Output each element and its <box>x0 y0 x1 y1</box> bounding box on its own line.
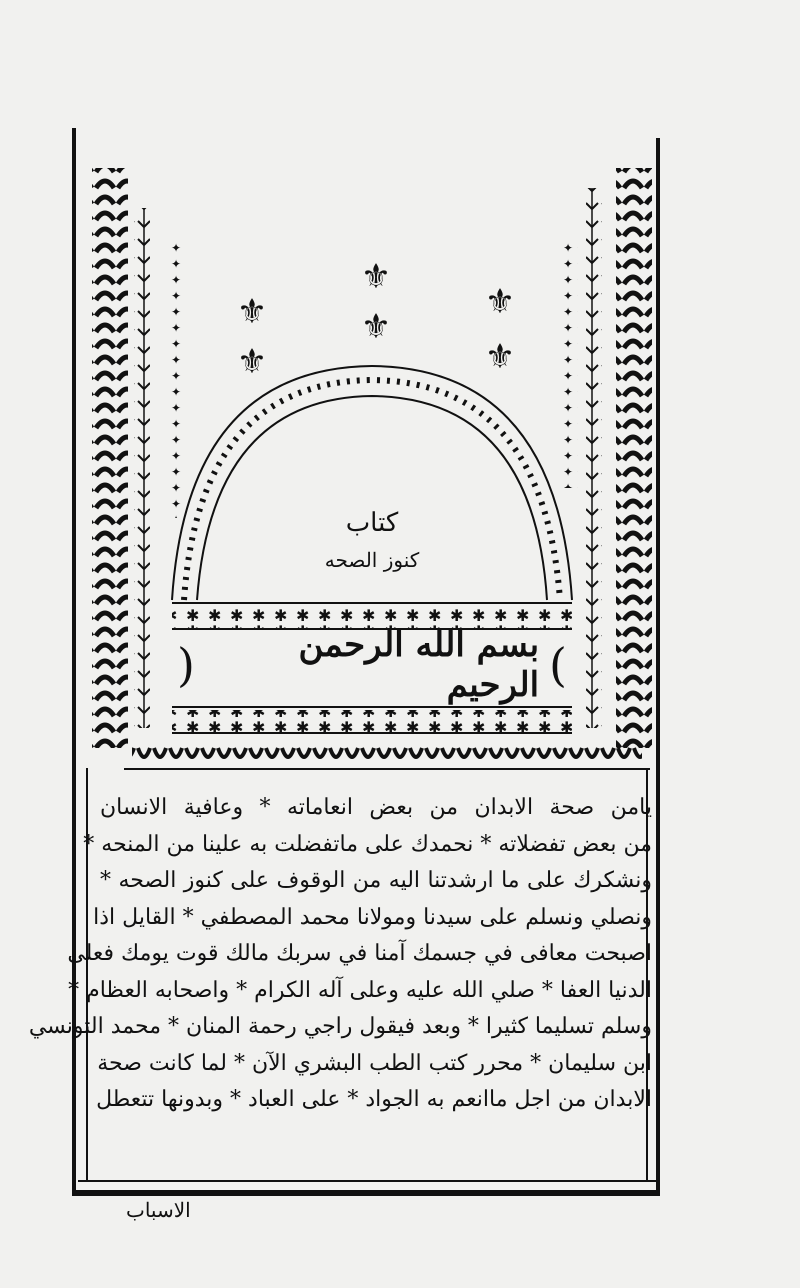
text-line: الابدان من اجل ماانعم به الجواد * على العباد * وبدونها تتعطل <box>96 1087 652 1112</box>
text-line: وسلم تسليما كثيرا * وبعد فيقول راجي رحمة المنان * محمد التونسي <box>28 1014 652 1039</box>
right-rope-border <box>616 168 652 748</box>
title-page <box>28 128 672 1198</box>
catchword: الاسباب <box>126 1198 191 1222</box>
svg-text:⚜: ⚜ <box>484 337 516 377</box>
text-line: يامن صحة الابدان من بعض انعاماته * وعافية الانسان <box>100 795 652 820</box>
left-rope-border <box>92 168 128 748</box>
body-text <box>28 790 652 1119</box>
svg-text:⚜: ⚜ <box>236 342 268 382</box>
text-line: اصبحت معافى في جسمك آمنا في سربك مالك قوت يومك فعلى <box>67 941 652 966</box>
basmala-open-paren: ) <box>549 638 567 692</box>
title-book-word: كتاب <box>345 508 399 538</box>
basmala-text: بسم الله الرحمن الرحيم <box>298 625 540 705</box>
svg-text:⚜: ⚜ <box>360 307 392 347</box>
bottom-rope-band <box>132 740 642 768</box>
title-book-name: كنوز الصحه <box>324 548 420 572</box>
svg-text:⚜: ⚜ <box>360 257 392 297</box>
text-line: الدنيا العفا * صلي الله عليه وعلى آله الكرام * واصحابه العظام * <box>68 977 652 1003</box>
basmala <box>167 625 577 705</box>
svg-text:⚜: ⚜ <box>484 282 516 322</box>
text-line: ابن سليمان * محرر كتب الطب البشري الآن * لما كانت صحة <box>97 1050 652 1076</box>
basmala-close-paren: ( <box>177 638 195 692</box>
text-line: ونصلي ونسلم على سيدنا ومولانا محمد المصطفي * القايل اذا <box>93 904 652 930</box>
text-line: من بعض تفضلاته * نحمدك على ماتفضلت به علينا من المنحه * <box>83 831 652 857</box>
text-line: ونشكرك على ما ارشدتنا اليه من الوقوف على كنوز الصحه * <box>100 868 652 893</box>
svg-text:⚜: ⚜ <box>236 292 268 332</box>
